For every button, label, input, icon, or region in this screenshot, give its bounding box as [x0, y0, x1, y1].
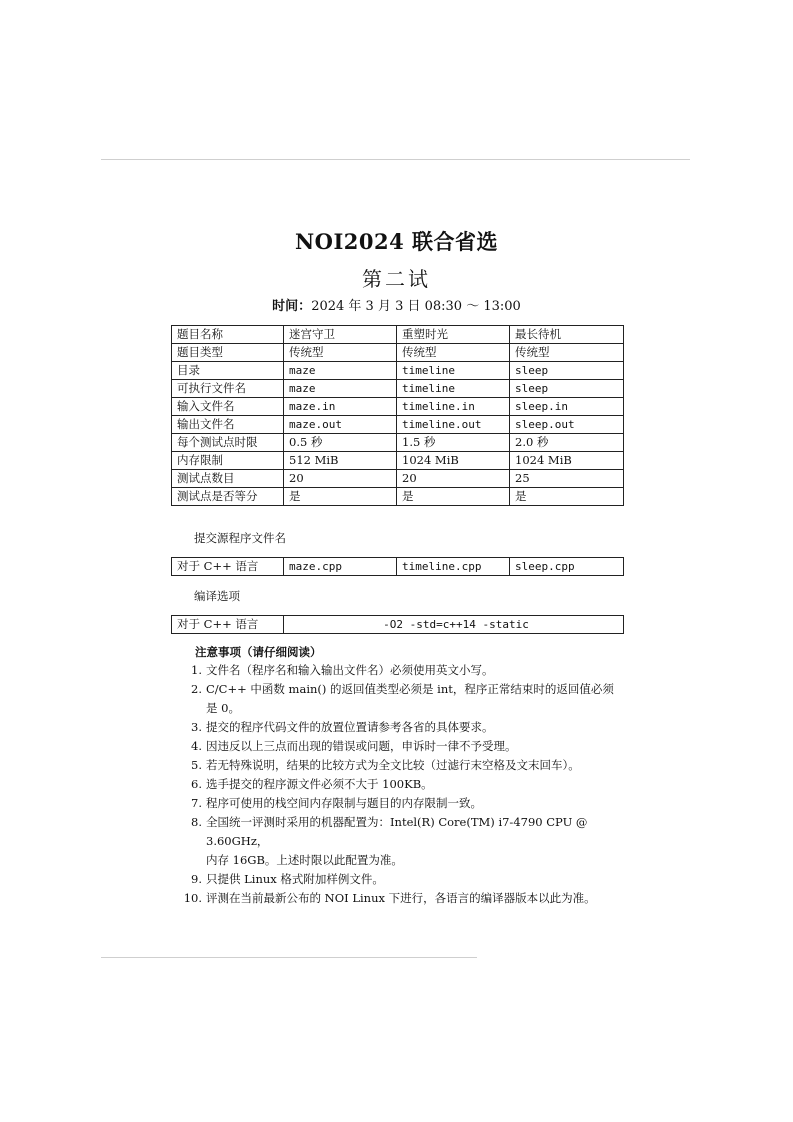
table-cell: 1.5 秒 [397, 434, 510, 452]
table-row [172, 616, 624, 634]
notices-heading: 注意事项（请仔细阅读） [195, 645, 322, 659]
notices-list [183, 661, 631, 908]
table-row [172, 470, 624, 488]
table-row [172, 362, 624, 380]
table-cell: timeline [397, 362, 510, 380]
source-file-sleep: sleep.cpp [510, 558, 624, 576]
top-rule [101, 159, 690, 160]
row-label: 对于 C++ 语言 [172, 616, 284, 634]
table-row [172, 344, 624, 362]
table-cell: 重塑时光 [397, 326, 510, 344]
row-label: 每个测试点时限 [172, 434, 284, 452]
list-item: 4. 因违反以上三点而出现的错误或问题，申诉时一律不予受理。 [191, 739, 517, 753]
table-cell: maze [284, 380, 397, 398]
table-cell: 是 [284, 488, 397, 506]
list-item-continuation: 内存 16GB。上述时限以此配置为准。 [206, 853, 403, 867]
table-cell: 是 [510, 488, 624, 506]
table-row [172, 326, 624, 344]
table-cell: sleep [510, 362, 624, 380]
table-row [172, 488, 624, 506]
table-cell: maze.out [284, 416, 397, 434]
table-cell: 25 [510, 470, 624, 488]
table-cell: sleep [510, 380, 624, 398]
list-item: 7. 程序可使用的栈空间内存限制与题目的内存限制一致。 [191, 796, 482, 810]
row-label: 测试点是否等分 [172, 488, 284, 506]
problem-info-table [171, 325, 624, 506]
table-cell: timeline [397, 380, 510, 398]
table-row [172, 380, 624, 398]
row-label: 目录 [172, 362, 284, 380]
table-cell: 迷宫守卫 [284, 326, 397, 344]
contest-time [0, 295, 793, 314]
table-cell: maze.in [284, 398, 397, 416]
list-item: 8. 全国统一评测时采用的机器配置为：Intel(R) Core(TM) i7-4790 CPU @ 3.60GHz， [191, 815, 588, 848]
table-cell: 2.0 秒 [510, 434, 624, 452]
table-cell: timeline.in [397, 398, 510, 416]
list-item-continuation: 是 0。 [206, 701, 240, 715]
row-label: 输入文件名 [172, 398, 284, 416]
table-cell: 20 [284, 470, 397, 488]
row-label: 题目类型 [172, 344, 284, 362]
row-label: 输出文件名 [172, 416, 284, 434]
list-item: 3. 提交的程序代码文件的放置位置请参考各省的具体要求。 [191, 720, 494, 734]
table-cell: 1024 MiB [397, 452, 510, 470]
time-value: 2024 年 3 月 3 日 08:30 ～ 13:00 [311, 299, 521, 314]
source-file-timeline: timeline.cpp [397, 558, 510, 576]
source-files-table [171, 557, 624, 576]
table-row [172, 416, 624, 434]
bottom-rule [101, 957, 477, 958]
table-cell: timeline.out [397, 416, 510, 434]
table-cell: 0.5 秒 [284, 434, 397, 452]
table-cell: 是 [397, 488, 510, 506]
list-item: 2. C/C++ 中函数 main() 的返回值类型必须是 int，程序正常结束时的返回值必须 [191, 682, 614, 696]
compile-options-table [171, 615, 624, 634]
row-label: 测试点数目 [172, 470, 284, 488]
table-cell: sleep.out [510, 416, 624, 434]
table-row [172, 558, 624, 576]
table-cell: maze [284, 362, 397, 380]
table-cell: 20 [397, 470, 510, 488]
round-subtitle: 第二试 [362, 267, 431, 291]
table-cell: 传统型 [510, 344, 624, 362]
list-item: 9. 只提供 Linux 格式附加样例文件。 [191, 872, 384, 886]
contest-title: NOI2024 联合省选 [294, 229, 499, 254]
list-item: 1. 文件名（程序名和输入输出文件名）必须使用英文小写。 [191, 663, 494, 677]
source-files-heading: 提交源程序文件名 [194, 531, 286, 545]
table-cell: 最长待机 [510, 326, 624, 344]
time-label: 时间： [272, 299, 312, 314]
list-item: 6. 选手提交的程序源文件必须不大于 100KB。 [191, 777, 433, 791]
compile-flags: -O2 -std=c++14 -static [284, 616, 624, 634]
list-item: 10. 评测在当前最新公布的 NOI Linux 下进行，各语言的编译器版本以此为准。 [183, 891, 596, 905]
table-cell: 传统型 [397, 344, 510, 362]
table-cell: 1024 MiB [510, 452, 624, 470]
table-cell: sleep.in [510, 398, 624, 416]
source-file-maze: maze.cpp [284, 558, 397, 576]
table-cell: 512 MiB [284, 452, 397, 470]
row-label: 对于 C++ 语言 [172, 558, 284, 576]
table-cell: 传统型 [284, 344, 397, 362]
row-label: 内存限制 [172, 452, 284, 470]
row-label: 可执行文件名 [172, 380, 284, 398]
row-label: 题目名称 [172, 326, 284, 344]
list-item: 5. 若无特殊说明，结果的比较方式为全文比较（过滤行末空格及文末回车）。 [191, 758, 580, 772]
table-row [172, 452, 624, 470]
table-row [172, 398, 624, 416]
compile-options-heading: 编译选项 [194, 589, 240, 603]
table-row [172, 434, 624, 452]
